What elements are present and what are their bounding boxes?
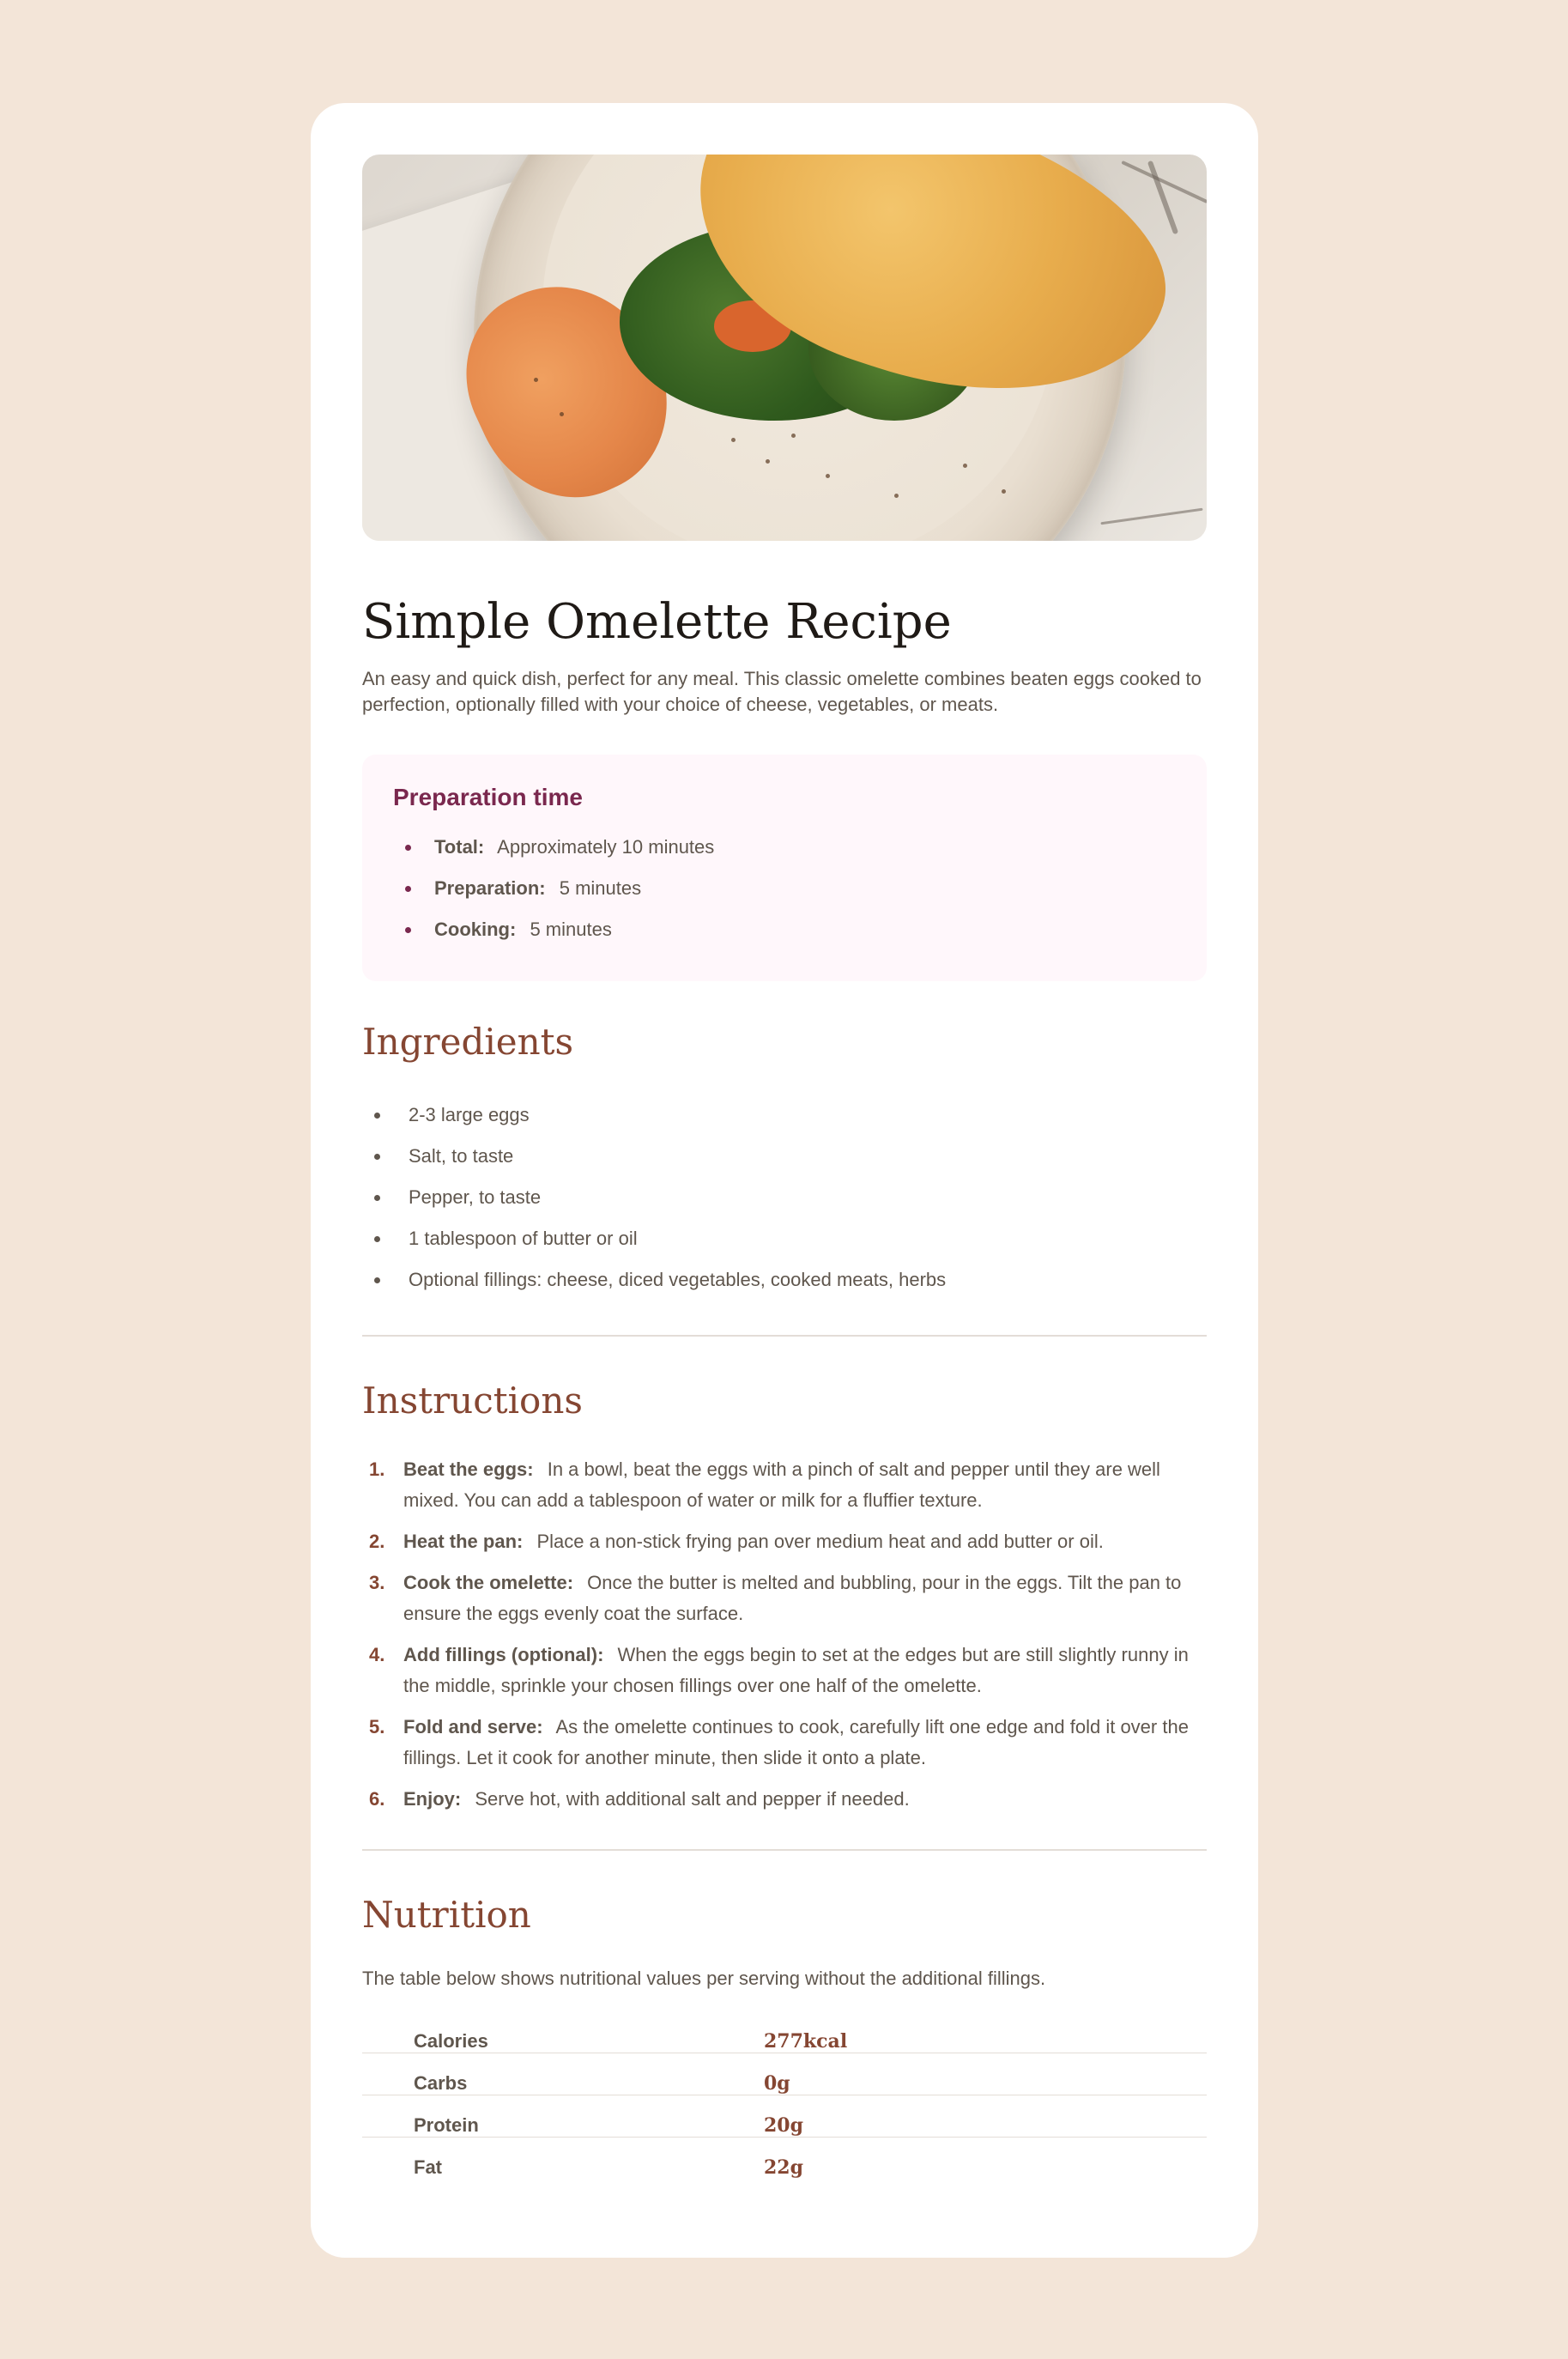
nutrition-table (362, 2011, 1207, 2179)
nutrient-value: 22g (764, 2156, 803, 2179)
nutrient-value: 277kcal (764, 2011, 1207, 2053)
step-text: Place a non-stick frying pan over medium heat and add butter or oil. (536, 1530, 1104, 1552)
preparation-list (393, 827, 1176, 950)
preparation-time-box (362, 755, 1207, 981)
recipe-description: An easy and quick dish, perfect for any meal. This classic omelette combines beaten eggs cooked to perfection, optionally filled with your choice of cheese, vegetables, or meats. (362, 667, 1202, 716)
instruction-step (362, 1712, 1207, 1774)
step-label: Add fillings (optional): (403, 1643, 604, 1665)
table-row (362, 2137, 1207, 2179)
nutrition-intro: The table below shows nutritional values per serving without the additional fillings. (362, 1967, 1046, 1989)
bullet-dot-icon (374, 1195, 380, 1201)
nutrient-name: Calories (362, 2011, 764, 2053)
table-row (362, 2053, 1207, 2095)
step-number: 5. (369, 1715, 385, 1737)
list-item (362, 1177, 1207, 1218)
bullet-dot-icon (405, 927, 411, 933)
nutrient-name: Protein (362, 2095, 764, 2137)
bullet-dot-icon (405, 845, 411, 851)
prep-value: Approximately 10 minutes (497, 836, 715, 858)
recipe-title: Simple Omelette Recipe (362, 594, 952, 650)
nutrient-name: Fat (414, 2156, 442, 2178)
table-row (362, 2095, 1207, 2137)
list-item (362, 1259, 1207, 1301)
ingredient-text: 1 tablespoon of butter or oil (409, 1228, 638, 1250)
ingredients-section (362, 1022, 1207, 1301)
preparation-heading: Preparation time (393, 784, 583, 811)
step-label: Beat the eggs: (403, 1458, 534, 1480)
nutrition-section (362, 1895, 1207, 2179)
instruction-step (362, 1568, 1207, 1629)
prep-value: 5 minutes (530, 919, 612, 941)
ingredients-list (362, 1095, 1207, 1301)
prep-label: Cooking: (434, 919, 517, 941)
omelette-photo (362, 155, 1207, 541)
step-number: 6. (369, 1787, 385, 1810)
instruction-step (362, 1640, 1207, 1701)
step-text: As the omelette continues to cook, carefully lift one edge and fold it over the fillings. Let it cook for another minute, then slide it onto a plate. (403, 1715, 1189, 1768)
prep-value: 5 minutes (559, 877, 642, 900)
instructions-section (362, 1381, 1207, 1814)
step-text: Once the butter is melted and bubbling, pour in the eggs. Tilt the pan to ensure the eggs evenly coat the surface. (403, 1571, 1182, 1624)
nutrient-value: 20g (764, 2095, 1207, 2137)
step-label: Heat the pan: (403, 1530, 524, 1552)
nutrient-value: 0g (764, 2053, 1207, 2095)
bullet-dot-icon (374, 1277, 380, 1283)
bullet-dot-icon (374, 1154, 380, 1160)
ingredient-text: 2-3 large eggs (409, 1104, 530, 1126)
step-number: 1. (369, 1458, 385, 1480)
prep-item-total (393, 827, 1176, 868)
bullet-dot-icon (374, 1113, 380, 1119)
instructions-heading: Instructions (362, 1380, 583, 1422)
prep-label: Preparation: (434, 877, 546, 900)
step-text: When the eggs begin to set at the edges but are still slightly runny in the middle, sprinkle your chosen fillings over one half of the omelette. (403, 1643, 1189, 1696)
instruction-step (362, 1454, 1207, 1516)
instruction-step (362, 1784, 1207, 1815)
step-text: Serve hot, with additional salt and pepper if needed. (475, 1787, 910, 1810)
ingredients-heading: Ingredients (362, 1021, 574, 1064)
bullet-dot-icon (374, 1236, 380, 1242)
prep-item-cooking (393, 909, 1176, 950)
ingredient-text: Salt, to taste (409, 1145, 514, 1167)
section-divider (362, 1849, 1207, 1851)
table-row (362, 2011, 1207, 2053)
step-number: 3. (369, 1571, 385, 1593)
section-divider (362, 1335, 1207, 1337)
prep-item-preparation (393, 868, 1176, 909)
step-number: 4. (369, 1643, 385, 1665)
ingredient-text: Pepper, to taste (409, 1186, 542, 1209)
list-item (362, 1095, 1207, 1136)
prep-label: Total: (434, 836, 485, 858)
step-label: Enjoy: (403, 1787, 462, 1810)
list-item (362, 1136, 1207, 1177)
nutrient-name: Carbs (362, 2053, 764, 2095)
step-label: Cook the omelette: (403, 1571, 574, 1593)
step-number: 2. (369, 1530, 385, 1552)
instructions-list (362, 1454, 1207, 1815)
nutrition-heading: Nutrition (362, 1893, 531, 1936)
ingredient-text: Optional fillings: cheese, diced vegetables, cooked meats, herbs (409, 1269, 947, 1291)
recipe-card (311, 103, 1258, 2258)
bullet-dot-icon (405, 886, 411, 892)
list-item (362, 1218, 1207, 1259)
step-text: In a bowl, beat the eggs with a pinch of salt and pepper until they are well mixed. You can add a tablespoon of water or milk for a fluffier texture. (403, 1458, 1160, 1511)
step-label: Fold and serve: (403, 1715, 543, 1737)
instruction-step (362, 1526, 1207, 1557)
